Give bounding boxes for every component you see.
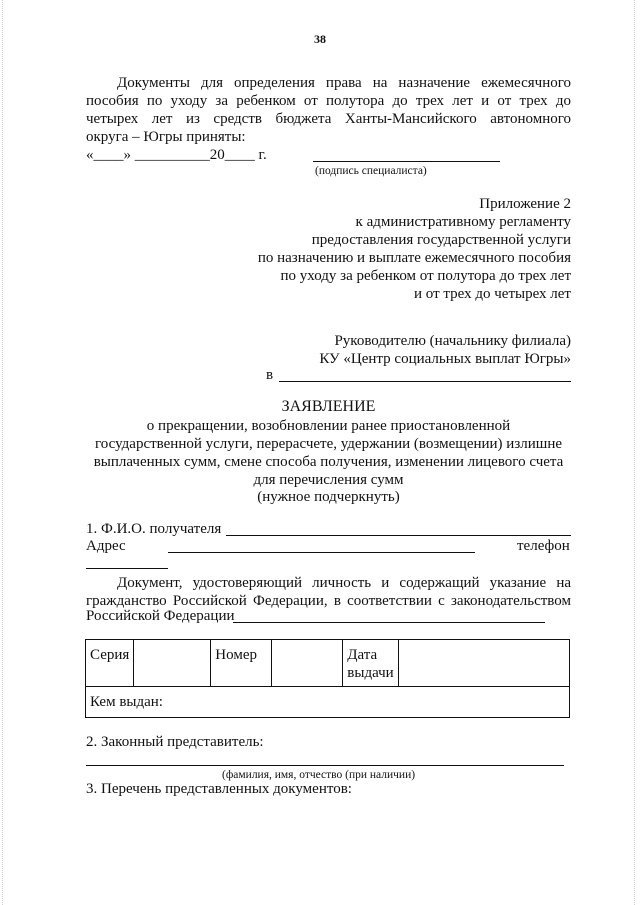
signature-line [313,161,500,162]
issued-by-label: Кем выдан: [90,694,163,710]
issue-date-label-line-1: Дата [347,647,378,663]
representative-field[interactable] [86,765,564,766]
address-field[interactable] [168,552,475,553]
number-label-cell [211,640,272,687]
addressee-line-1: Руководителю (начальнику филиала) [334,333,571,349]
appendix-line-5: по уходу за ребенком от полутора до трех лет [280,268,571,284]
appendix-line-2: к административному регламенту [355,214,571,230]
fio-field[interactable] [226,535,571,536]
series-value-cell[interactable] [134,640,211,687]
identity-doc-table [85,639,570,718]
series-label-cell [86,640,134,687]
number-label: Номер [215,647,257,663]
appendix-line-4: по назначению и выплате ежемесячного пособия [257,250,571,266]
signature-caption: (подпись специалиста) [315,165,427,177]
intro-line-2: пособия по уходу за ребенком от полутора до трех лет и от трех до [86,93,571,109]
scan-edge-right [634,0,636,905]
appendix-line-3: предоставления государственной услуги [311,232,571,248]
addressee-line-2: КУ «Центр социальных выплат Югры» [319,351,571,367]
page-number: 38 [314,32,326,46]
statement-subtitle-3: выплаченных сумм, смене способа получения, изменении лицевого счета [93,454,564,470]
appendix-line-1: Приложение 2 [479,196,571,212]
series-label: Серия [90,647,130,663]
intro-line-3: четырех лет из средств бюджета Ханты-Мансийского автономного [86,111,571,127]
intake-date-line: «____» __________20____ г. [86,147,267,163]
statement-subtitle-5: (нужное подчеркнуть) [257,489,400,505]
representative-label: 2. Законный представитель: [86,734,264,750]
statement-title: ЗАЯВЛЕНИЕ [281,398,376,415]
issued-by-cell[interactable] [86,687,570,718]
identity-line-3: Российской Федерации [86,608,235,624]
identity-line-2: гражданство Российской Федерации, в соответствии с законодательством [86,593,571,609]
appendix-line-6: и от трех до четырех лет [414,286,571,302]
representative-caption: (фамилия, имя, отчество (при наличии) [222,769,416,781]
addressee-blank[interactable] [279,381,571,382]
identity-line-1: Документ, удостоверяющий личность и содержащий указание на [117,575,571,591]
issue-date-value-cell[interactable] [398,640,569,687]
intro-line-4: округа – Югры приняты: [86,129,246,145]
documents-list-label: 3. Перечень представленных документов: [86,781,352,797]
addressee-prefix: в [266,367,274,383]
intro-line-1: Документы для определения права на назначение ежемесячного [117,75,571,91]
scan-edge-left [2,0,4,905]
issue-date-label-line-2: выдачи [347,665,394,681]
phone-field[interactable] [86,568,168,569]
number-value-cell[interactable] [272,640,343,687]
address-label: Адрес [86,538,126,554]
statement-subtitle-2: государственной услуги, перерасчете, удержании (возмещении) излишне [94,436,563,452]
statement-subtitle-4: для перечисления сумм [253,472,404,488]
issue-date-label-cell [343,640,398,687]
phone-label: телефон [517,538,570,554]
statement-subtitle-1: о прекращении, возобновлении ранее приостановленной [146,418,511,434]
identity-field[interactable] [233,622,545,623]
fio-label: 1. Ф.И.О. получателя [86,521,222,537]
